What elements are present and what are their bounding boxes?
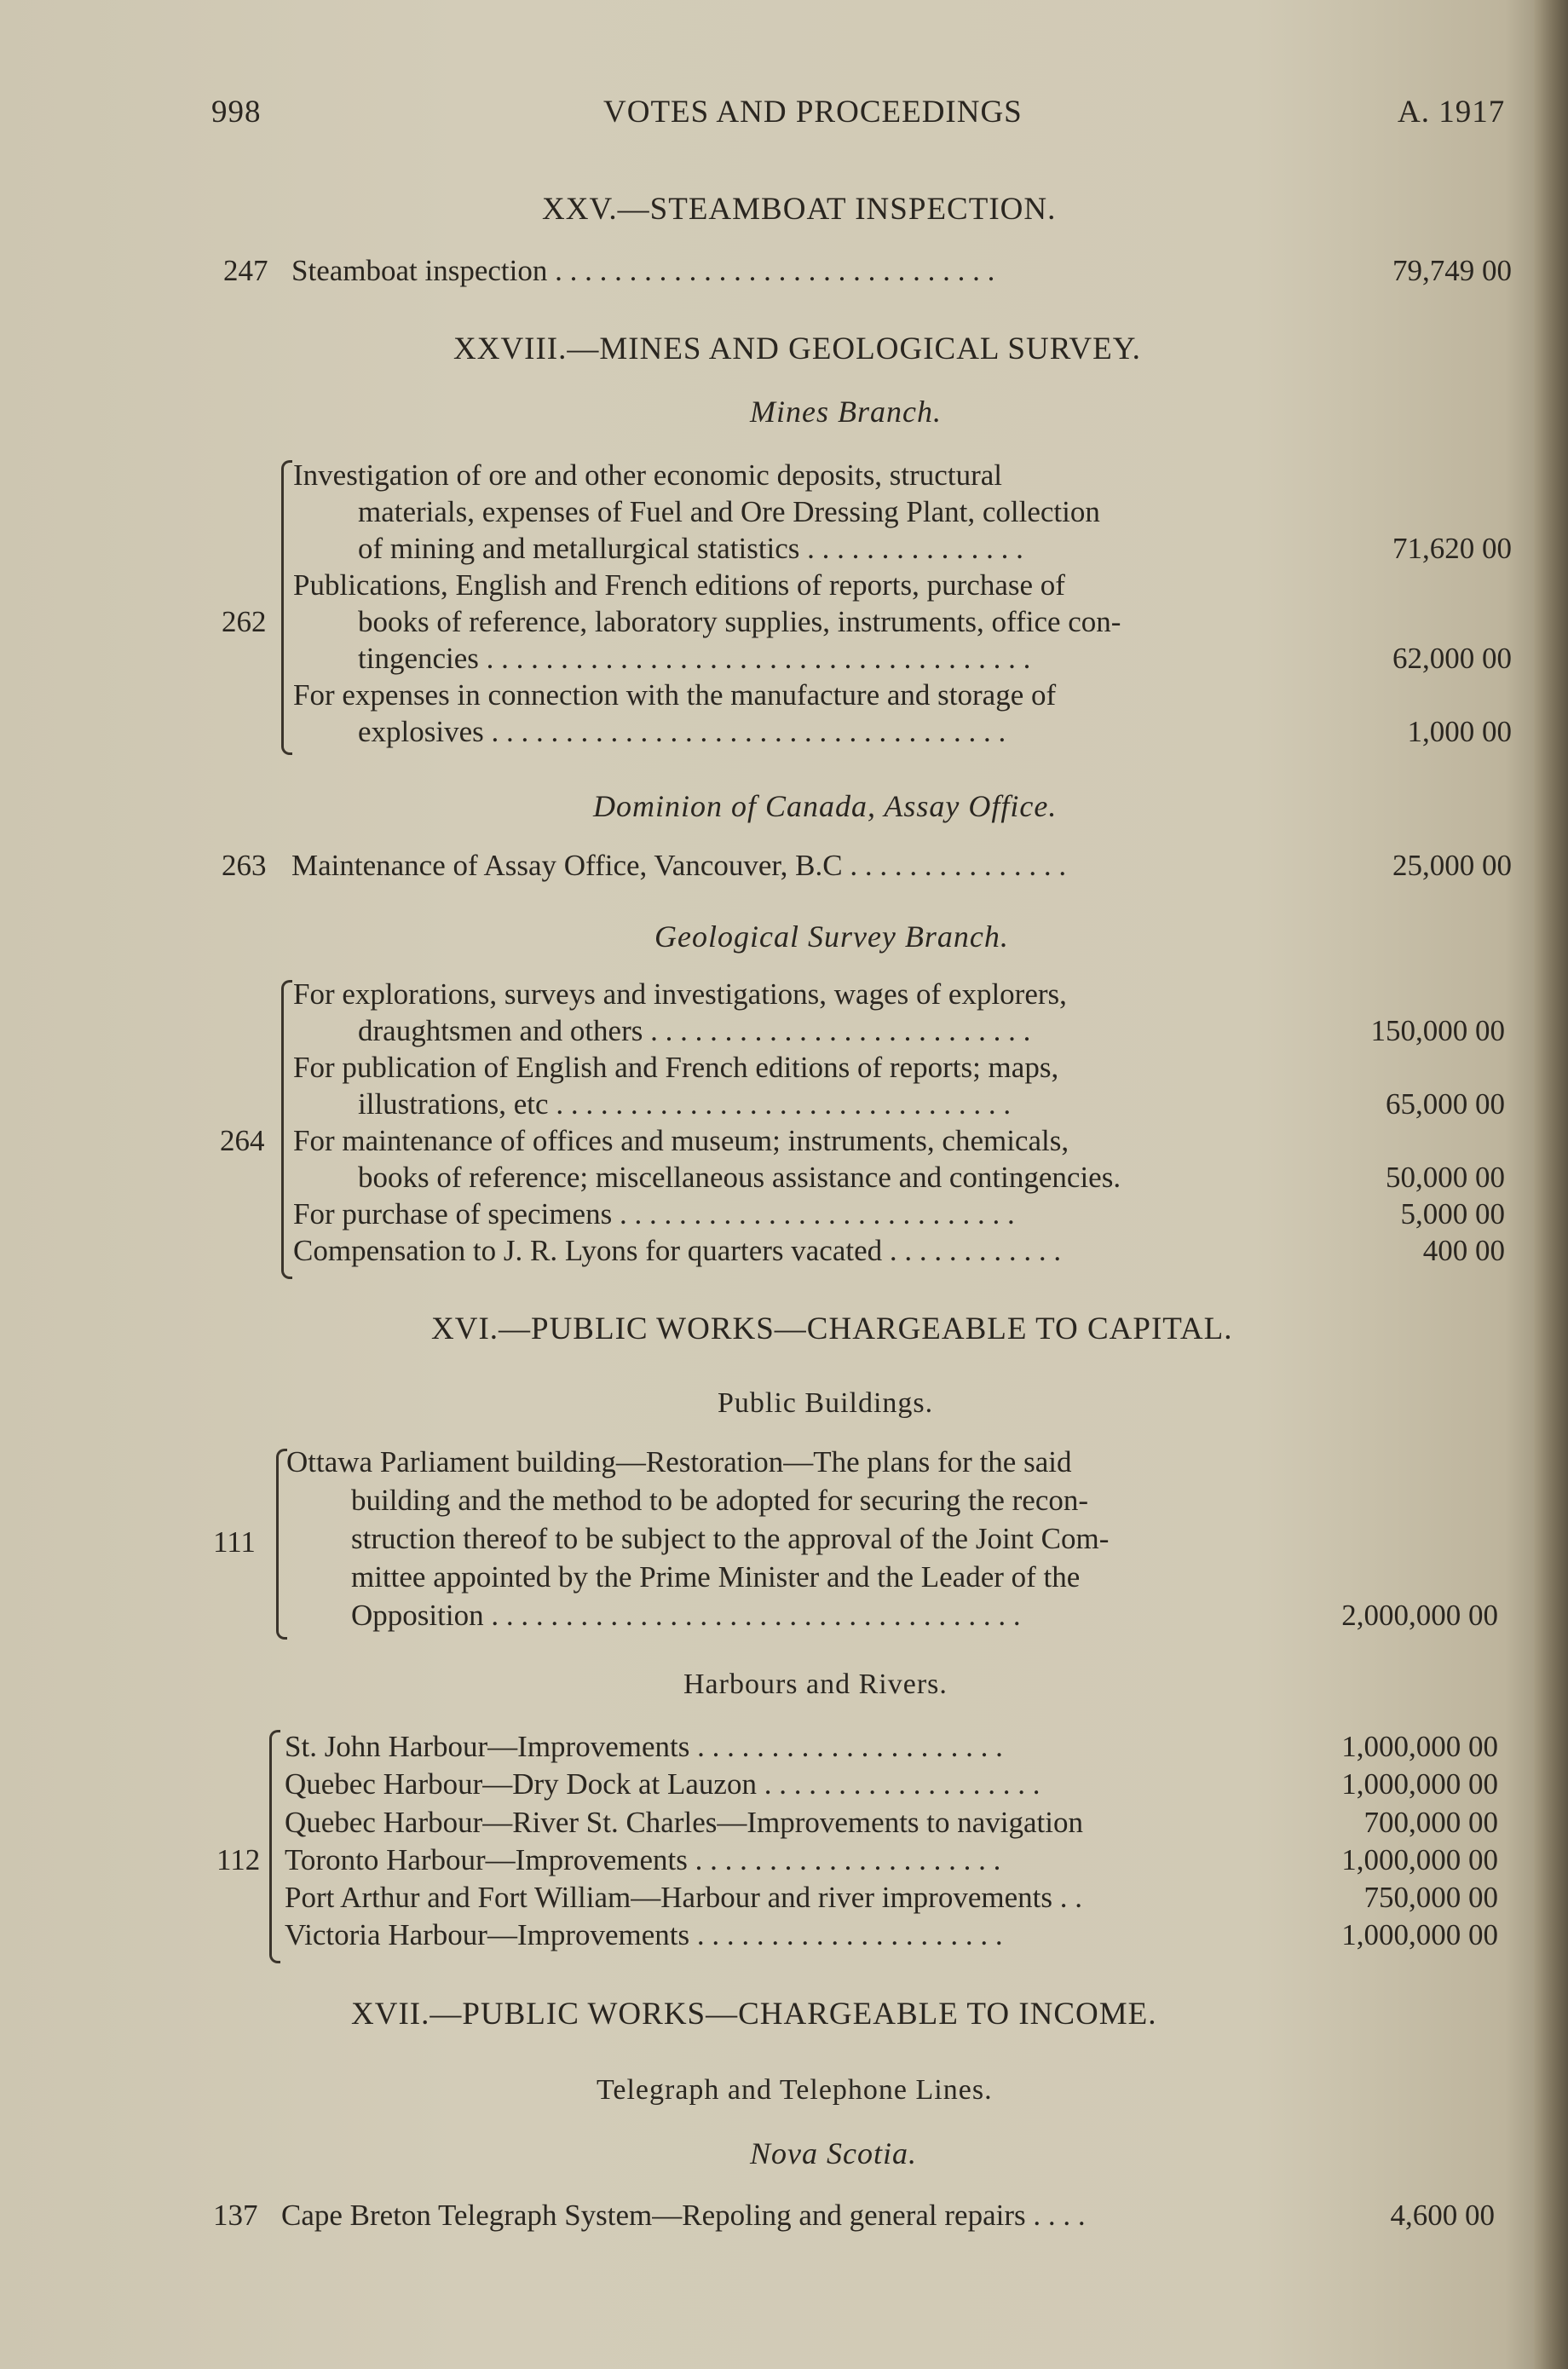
harbour-amount-4: 1,000,000 00 bbox=[1341, 1843, 1498, 1876]
vote-number-137: 137 bbox=[213, 2199, 258, 2232]
vote-line-262-4: Publications, English and French editions of reports, purchase of bbox=[293, 568, 1065, 602]
harbour-row-6: Victoria Harbour—Improvements . . . . . . . . . . . . . . . . . . . . . bbox=[285, 1918, 1003, 1951]
vote-amount-247: 79,749 00 bbox=[1392, 254, 1512, 287]
vote-line-264-2: draughtsmen and others . . . . . . . . . . . . . . . . . . . . . . . . . . bbox=[358, 1014, 1031, 1047]
harbour-amount-6: 1,000,000 00 bbox=[1341, 1918, 1498, 1951]
running-title: VOTES AND PROCEEDINGS bbox=[603, 95, 1023, 130]
running-year: A. 1917 bbox=[1398, 95, 1506, 130]
vote-line-111-4: mittee appointed by the Prime Minister and the Leader of the bbox=[351, 1560, 1081, 1594]
harbour-amount-2: 1,000,000 00 bbox=[1341, 1767, 1498, 1801]
vote-line-264-8: Compensation to J. R. Lyons for quarters vacated . . . . . . . . . . . . bbox=[293, 1234, 1062, 1267]
vote-text-263: Maintenance of Assay Office, Vancouver, B.C . . . . . . . . . . . . . . . bbox=[291, 849, 1067, 882]
section-heading-xvii: XVII.—PUBLIC WORKS—CHARGEABLE TO INCOME. bbox=[351, 1997, 1157, 2032]
vote-amount-137: 4,600 00 bbox=[1390, 2199, 1495, 2232]
vote-amount-264-4: 5,000 00 bbox=[1400, 1197, 1505, 1231]
vote-line-264-3: For publication of English and French editions of reports; maps, bbox=[293, 1051, 1059, 1084]
subheading-public-buildings: Public Buildings. bbox=[718, 1387, 934, 1419]
vote-amount-263: 25,000 00 bbox=[1392, 849, 1512, 882]
vote-line-111-5: Opposition . . . . . . . . . . . . . . . . . . . . . . . . . . . . . . . . . . . . bbox=[351, 1599, 1021, 1632]
vote-number-262: 262 bbox=[222, 605, 267, 638]
vote-line-111-2: building and the method to be adopted for securing the recon- bbox=[351, 1484, 1089, 1517]
harbour-row-5: Port Arthur and Fort William—Harbour and river improvements . . bbox=[285, 1881, 1082, 1914]
vote-line-111-3: struction thereof to be subject to the approval of the Joint Com- bbox=[351, 1522, 1110, 1555]
page-number: 998 bbox=[211, 95, 262, 130]
subheading-harbours-rivers: Harbours and Rivers. bbox=[683, 1669, 948, 1700]
vote-amount-262-1: 71,620 00 bbox=[1392, 532, 1512, 565]
vote-line-262-3: of mining and metallurgical statistics . . . . . . . . . . . . . . . bbox=[358, 532, 1023, 565]
vote-line-264-4: illustrations, etc . . . . . . . . . . . . . . . . . . . . . . . . . . . . . . . bbox=[358, 1087, 1012, 1121]
brace-262 bbox=[281, 460, 292, 755]
vote-text-247: Steamboat inspection . . . . . . . . . . . . . . . . . . . . . . . . . . . . . . bbox=[291, 254, 995, 287]
harbour-row-3: Quebec Harbour—River St. Charles—Improvements to navigation bbox=[285, 1806, 1084, 1839]
harbour-amount-3: 700,000 00 bbox=[1363, 1806, 1498, 1839]
section-heading-xxv: XXV.—STEAMBOAT INSPECTION. bbox=[542, 192, 1057, 227]
vote-amount-262-2: 62,000 00 bbox=[1392, 642, 1512, 675]
vote-amount-264-1: 150,000 00 bbox=[1370, 1014, 1505, 1047]
harbour-row-2: Quebec Harbour—Dry Dock at Lauzon . . . . . . . . . . . . . . . . . . . bbox=[285, 1767, 1041, 1801]
subheading-telegraph-telephone: Telegraph and Telephone Lines. bbox=[597, 2074, 993, 2106]
harbour-amount-1: 1,000,000 00 bbox=[1341, 1730, 1498, 1763]
vote-number-264: 264 bbox=[220, 1124, 265, 1157]
vote-line-262-5: books of reference, laboratory supplies, instruments, office con- bbox=[358, 605, 1121, 638]
vote-line-262-1: Investigation of ore and other economic deposits, structural bbox=[293, 458, 1002, 492]
vote-number-112: 112 bbox=[216, 1843, 261, 1876]
vote-amount-264-3: 50,000 00 bbox=[1386, 1161, 1505, 1194]
brace-264 bbox=[281, 980, 292, 1279]
vote-amount-111: 2,000,000 00 bbox=[1341, 1599, 1498, 1632]
vote-line-264-1: For explorations, surveys and investigations, wages of explorers, bbox=[293, 977, 1067, 1011]
vote-line-262-6: tingencies . . . . . . . . . . . . . . . . . . . . . . . . . . . . . . . . . . . . . bbox=[358, 642, 1031, 675]
vote-amount-262-3: 1,000 00 bbox=[1407, 715, 1512, 748]
subheading-mines-branch: Mines Branch. bbox=[750, 395, 942, 429]
vote-line-264-6: books of reference; miscellaneous assistance and contingencies. bbox=[358, 1161, 1121, 1194]
vote-line-264-5: For maintenance of offices and museum; instruments, chemicals, bbox=[293, 1124, 1069, 1157]
harbour-row-1: St. John Harbour—Improvements . . . . . . . . . . . . . . . . . . . . . bbox=[285, 1730, 1003, 1763]
subheading-nova-scotia: Nova Scotia. bbox=[750, 2136, 917, 2170]
section-heading-xxviii: XXVIII.—MINES AND GEOLOGICAL SURVEY. bbox=[453, 331, 1141, 366]
harbour-row-4: Toronto Harbour—Improvements . . . . . . . . . . . . . . . . . . . . . bbox=[285, 1843, 1001, 1876]
vote-line-262-7: For expenses in connection with the manufacture and storage of bbox=[293, 678, 1057, 712]
subheading-geological-survey: Geological Survey Branch. bbox=[654, 919, 1009, 954]
harbour-amount-5: 750,000 00 bbox=[1363, 1881, 1498, 1914]
vote-number-247: 247 bbox=[223, 254, 268, 287]
section-heading-xvi: XVI.—PUBLIC WORKS—CHARGEABLE TO CAPITAL. bbox=[431, 1311, 1233, 1346]
vote-line-111-1: Ottawa Parliament building—Restoration—The plans for the said bbox=[286, 1445, 1072, 1478]
vote-line-262-2: materials, expenses of Fuel and Ore Dressing Plant, collection bbox=[358, 495, 1100, 528]
vote-number-263: 263 bbox=[222, 849, 267, 882]
subheading-assay-office: Dominion of Canada, Assay Office. bbox=[593, 789, 1058, 823]
vote-line-262-8: explosives . . . . . . . . . . . . . . . . . . . . . . . . . . . . . . . . . . . bbox=[358, 715, 1006, 748]
vote-number-111: 111 bbox=[213, 1525, 256, 1559]
brace-112 bbox=[269, 1730, 280, 1963]
book-spine-shadow bbox=[1534, 0, 1568, 2369]
vote-line-264-7: For purchase of specimens . . . . . . . . . . . . . . . . . . . . . . . . . . . bbox=[293, 1197, 1015, 1231]
vote-text-137: Cape Breton Telegraph System—Repoling and general repairs . . . . bbox=[281, 2199, 1086, 2232]
vote-amount-264-5: 400 00 bbox=[1422, 1234, 1505, 1267]
vote-amount-264-2: 65,000 00 bbox=[1386, 1087, 1505, 1121]
